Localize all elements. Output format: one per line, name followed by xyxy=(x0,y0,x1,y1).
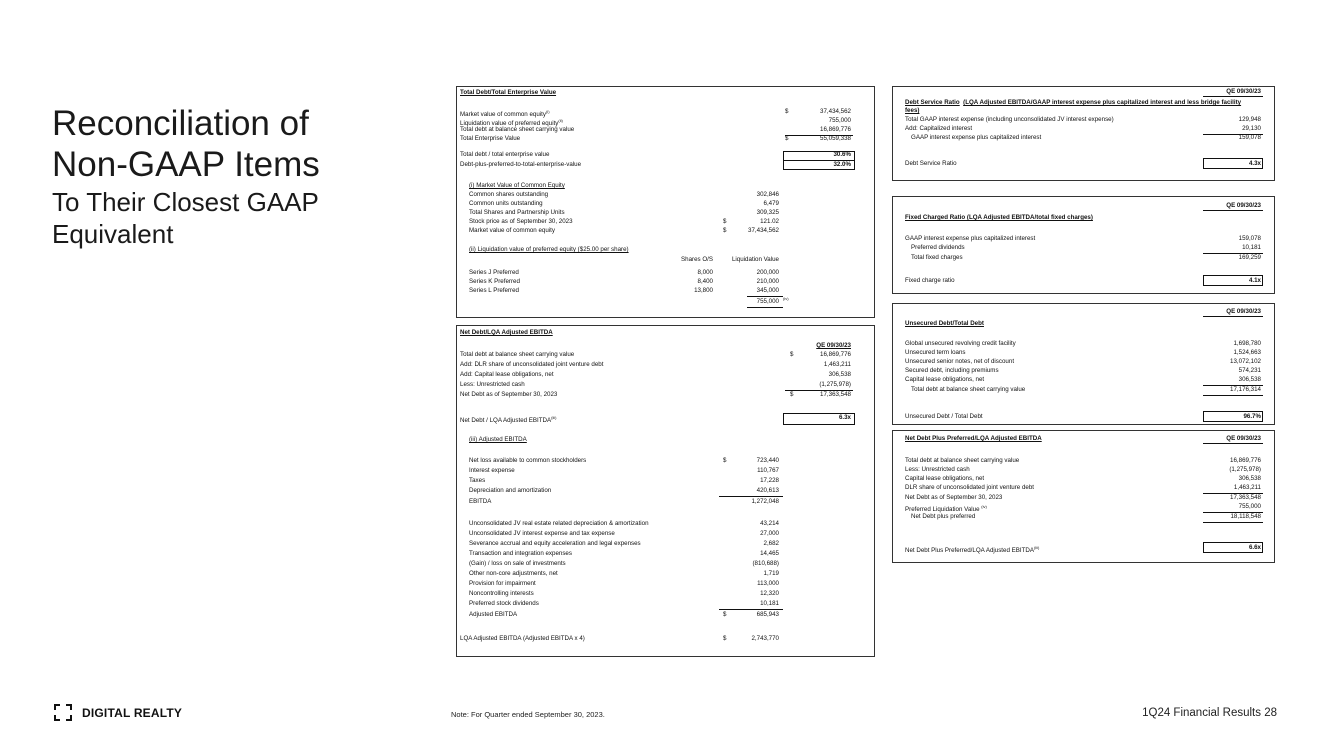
tev-row-label: Market value of common equity$^{(i)}$ xyxy=(460,109,550,119)
unsec-value: 574,231 xyxy=(1238,367,1261,374)
netdebt-label: Less: Unrestricted cash xyxy=(460,381,525,388)
fcr-label: GAAP interest expense plus capitalized interest xyxy=(905,235,1036,242)
divider xyxy=(1203,96,1263,97)
divider xyxy=(1203,316,1263,317)
unsec-ratio-value: 96.7% xyxy=(1243,413,1261,420)
unsec-label: Secured debt, including premiums xyxy=(905,367,999,374)
unsec-label: Total debt at balance sheet carrying value xyxy=(911,386,1026,393)
adj-value: 27,000 xyxy=(760,530,779,537)
unsec-value: 1,524,663 xyxy=(1233,349,1261,356)
pref-shares: 13,800 xyxy=(694,287,713,294)
dsr-value: 129,948 xyxy=(1238,116,1261,123)
unsec-label: Unsecured term loans xyxy=(905,349,966,356)
sub-i-value: 6,479 xyxy=(763,200,779,207)
slide-title xyxy=(52,103,422,249)
unsec-value: 306,538 xyxy=(1238,376,1261,383)
pref-label: Series J Preferred xyxy=(469,269,519,276)
title-line-2: Non-GAAP Items xyxy=(52,145,320,184)
sub-i-value: 302,846 xyxy=(756,191,779,198)
adj-label: Provision for impairment xyxy=(469,580,536,587)
unsec-label: Capital lease obligations, net xyxy=(905,376,985,383)
adj-value: 10,181 xyxy=(760,600,779,607)
unsec-label: Unsecured senior notes, net of discount xyxy=(905,358,1015,365)
sub-i-value: 309,325 xyxy=(756,209,779,216)
dsr-panel xyxy=(892,86,1275,181)
ndpp-value: 1,463,211 xyxy=(1233,484,1261,491)
sub-i-label: Stock price as of September 30, 2023 xyxy=(469,218,573,225)
tev-row-label: Total debt at balance sheet carrying value xyxy=(460,126,575,133)
brand-name: DIGITAL REALTY xyxy=(82,705,183,720)
dsr-col-header: QE 09/30/23 xyxy=(1226,88,1261,95)
subtitle-line-2: Equivalent xyxy=(52,219,174,249)
netdebt-label: Add: Capital lease obligations, net xyxy=(460,371,554,378)
fcr-col-header: QE 09/30/23 xyxy=(1226,202,1261,209)
ndpp-value: 17,363,548 xyxy=(1230,494,1261,501)
col-shares-header: Shares O/S xyxy=(681,256,713,263)
adj-sym: $ xyxy=(723,457,727,464)
ndpp-panel xyxy=(892,430,1275,563)
tev-row-value: 16,869,776 xyxy=(820,126,851,133)
adj-label: (Gain) / loss on sale of investments xyxy=(469,560,566,567)
adj-label: Severance accrual and equity acceleration and legal expenses xyxy=(469,540,641,547)
adj-label: Unconsolidated JV interest expense and tax expense xyxy=(469,530,615,537)
tev-row-label: Debt-plus-preferred-to-total-enterprise-value xyxy=(460,161,582,168)
ndpp-ratio-label: Net Debt Plus Preferred/LQA Adjusted EBITDA$^{(iii)}$ xyxy=(905,545,1040,555)
fcr-panel xyxy=(892,196,1275,294)
ndpp-ratio-value: 6.6x xyxy=(1248,544,1261,551)
subtitle-line-1: To Their Closest GAAP xyxy=(52,187,319,217)
ndpp-label: Total debt at balance sheet carrying value xyxy=(905,457,1020,464)
tev-ratio-value: 30.6% xyxy=(833,151,851,158)
ndpp-value: 18,118,548 xyxy=(1230,513,1261,520)
adj-label: Net loss available to common stockholders xyxy=(469,457,587,464)
ndpp-value: 306,538 xyxy=(1238,475,1261,482)
adj-value: 685,943 xyxy=(756,611,779,618)
unsec-col-header: QE 09/30/23 xyxy=(1226,308,1261,315)
netdebt-value: 306,538 xyxy=(828,371,851,378)
dsr-value: 29,130 xyxy=(1242,125,1261,132)
divider xyxy=(1203,443,1263,444)
adj-label: Adjusted EBITDA xyxy=(469,611,518,618)
netdebt-value: 16,869,776 xyxy=(820,351,851,358)
adj-label: Interest expense xyxy=(469,467,515,474)
pref-value: 345,000 xyxy=(756,287,779,294)
dsr-header: Debt Service Ratio (LQA Adjusted EBITDA/GAAP interest expense plus capitalized interest and less bridge facility xyxy=(905,99,1242,106)
tev-row-sym: $ xyxy=(785,108,789,115)
adj-value: 723,440 xyxy=(756,457,779,464)
tev-panel xyxy=(456,86,875,318)
netdebt-label: Total debt at balance sheet carrying value xyxy=(460,351,575,358)
adj-value: 1,272,048 xyxy=(751,498,779,505)
tev-row-value: 37,434,562 xyxy=(820,108,851,115)
tev-row-sym: $ xyxy=(785,135,789,142)
adj-value: 113,000 xyxy=(757,580,779,587)
adj-label: Taxes xyxy=(469,477,486,484)
ndpp-header: Net Debt Plus Preferred/LQA Adjusted EBITDA xyxy=(905,435,1042,442)
lqa-sym: $ xyxy=(723,635,727,642)
adj-label: Noncontrolling interests xyxy=(469,590,534,597)
lqa-value: 2,743,770 xyxy=(751,635,779,642)
fcr-ratio-label: Fixed charge ratio xyxy=(905,277,955,284)
dsr-value: 159,078 xyxy=(1238,134,1261,141)
adj-value: (810,688) xyxy=(752,560,779,567)
netdebt-label: Add: DLR share of unconsolidated joint venture debt xyxy=(460,361,604,368)
ndpp-label: Preferred Liquidation Value $^{(iv)}$ xyxy=(905,504,987,514)
adj-ebitda-header: (iii) Adjusted EBITDA xyxy=(469,436,527,443)
brand-logo xyxy=(54,704,182,721)
dsr-label: Total GAAP interest expense (including unconsolidated JV interest expense) xyxy=(905,116,1114,123)
unsec-ratio-label: Unsecured Debt / Total Debt xyxy=(905,413,983,420)
unsec-panel xyxy=(892,303,1275,425)
unsec-value: 1,698,780 xyxy=(1233,340,1261,347)
sub-i-sym: $ xyxy=(723,227,727,234)
fcr-value: 10,181 xyxy=(1242,244,1261,251)
fcr-ratio-value: 4.1x xyxy=(1248,277,1261,284)
sub-i-label: Common units outstanding xyxy=(469,200,543,207)
ndpp-col-header: QE 09/30/23 xyxy=(1226,435,1261,442)
pref-value: 200,000 xyxy=(756,269,779,276)
ndpp-label: Capital lease obligations, net xyxy=(905,475,985,482)
adj-value: 17,228 xyxy=(760,477,779,484)
lqa-label: LQA Adjusted EBITDA (Adjusted EBITDA x 4) xyxy=(460,635,585,642)
netdebt-label: Net Debt as of September 30, 2023 xyxy=(460,391,558,398)
unsec-header: Unsecured Debt/Total Debt xyxy=(905,320,984,327)
adj-value: 2,682 xyxy=(763,540,779,547)
adj-label: Other non-core adjustments, net xyxy=(469,570,558,577)
divider xyxy=(1203,522,1263,523)
netdebt-header: Net Debt/LQA Adjusted EBITDA xyxy=(460,329,553,336)
netdebt-panel xyxy=(456,325,875,657)
adj-sym: $ xyxy=(723,611,727,618)
netdebt-value: (1,275,978) xyxy=(819,381,851,388)
page-label: 1Q24 Financial Results 28 xyxy=(1142,707,1277,719)
sub-i-label: Market value of common equity xyxy=(469,227,555,234)
ndpp-value: 16,869,776 xyxy=(1230,457,1261,464)
adj-label: Preferred stock dividends xyxy=(469,600,539,607)
tev-ratio-value: 32.0% xyxy=(833,161,851,168)
fcr-label: Total fixed charges xyxy=(911,254,963,261)
adj-label: Depreciation and amortization xyxy=(469,487,552,494)
ndpp-label: Net Debt plus preferred xyxy=(911,513,976,520)
pref-value: 210,000 xyxy=(756,278,779,285)
netdebt-value: 17,363,548 xyxy=(820,391,851,398)
ndpp-value: 755,000 xyxy=(1238,503,1261,510)
fcr-value: 159,078 xyxy=(1238,235,1261,242)
divider xyxy=(1203,395,1263,396)
sub-i-value: 37,434,562 xyxy=(748,227,779,234)
adj-value: 14,465 xyxy=(760,550,779,557)
ndpp-value: (1,275,978) xyxy=(1229,466,1261,473)
adj-label: Unconsolidated JV real estate related depreciation & amortization xyxy=(469,520,649,527)
dsr-ratio-label: Debt Service Ratio xyxy=(905,160,957,167)
netdebt-ratio-label: Net Debt / LQA Adjusted EBITDA$^{(iii)}$ xyxy=(460,415,557,425)
ndpp-label: DLR share of unconsolidated joint venture debt xyxy=(905,484,1034,491)
tev-header: Total Debt/Total Enterprise Value xyxy=(460,89,557,96)
pref-total-sup: (iv) xyxy=(783,296,789,301)
sub-i-sym: $ xyxy=(723,218,727,225)
pref-shares: 8,000 xyxy=(697,269,713,276)
title-line-1: Reconciliation of xyxy=(52,104,309,143)
pref-shares: 8,400 xyxy=(697,278,713,285)
footnote: Note: For Quarter ended September 30, 2023. xyxy=(451,710,605,719)
tev-row-label: Liquidation value of preferred equity$^{(ii)}$ xyxy=(460,118,563,128)
divider xyxy=(747,307,783,308)
divider xyxy=(747,296,783,297)
adj-value: 1,719 xyxy=(763,570,779,577)
adj-value: 110,767 xyxy=(757,467,779,474)
ndpp-label: Less: Unrestricted cash xyxy=(905,466,970,473)
adj-value: 43,214 xyxy=(760,520,779,527)
tev-row-value: 755,000 xyxy=(828,117,851,124)
netdebt-value: 1,463,211 xyxy=(823,361,851,368)
netdebt-ratio-value: 6.3x xyxy=(838,414,851,421)
divider xyxy=(1203,210,1263,211)
fcr-value: 169,259 xyxy=(1238,254,1261,261)
dsr-label: Add: Capitalized interest xyxy=(905,125,973,132)
pref-label: Series K Preferred xyxy=(469,278,520,285)
dsr-header-cont: fees) xyxy=(905,107,920,114)
sub-ii-header: (ii) Liquidation value of preferred equity ($25.00 per share) xyxy=(469,246,629,253)
divider xyxy=(719,496,783,497)
tev-row-label: Total Enterprise Value xyxy=(460,135,521,142)
netdebt-col-header: QE 09/30/23 xyxy=(816,342,851,349)
dsr-label: GAAP interest expense plus capitalized interest xyxy=(911,134,1042,141)
fcr-header: Fixed Charged Ratio (LQA Adjusted EBITDA/total fixed charges) xyxy=(905,214,1093,221)
pref-label: Series L Preferred xyxy=(469,287,519,294)
netdebt-sym: $ xyxy=(790,351,794,358)
col-liq-header: Liquidation Value xyxy=(731,256,779,263)
tev-row-value: 55,059,338 xyxy=(820,135,851,142)
tev-row-label: Total debt / total enterprise value xyxy=(460,151,550,158)
adj-label: Transaction and integration expenses xyxy=(469,550,572,557)
fcr-label: Preferred dividends xyxy=(911,244,965,251)
brackets-icon xyxy=(54,704,72,721)
sub-i-value: 121.02 xyxy=(760,218,779,225)
ndpp-label: Net Debt as of September 30, 2023 xyxy=(905,494,1003,501)
netdebt-sym: $ xyxy=(790,391,794,398)
unsec-value: 13,072,102 xyxy=(1230,358,1261,365)
adj-value: 420,613 xyxy=(756,487,779,494)
dsr-ratio-value: 4.3x xyxy=(1248,160,1261,167)
pref-total: 755,000 xyxy=(756,298,779,305)
adj-label: EBITDA xyxy=(469,498,492,505)
sub-i-label: Total Shares and Partnership Units xyxy=(469,209,565,216)
sub-i-label: Common shares outstanding xyxy=(469,191,549,198)
divider xyxy=(719,609,783,610)
unsec-label: Global unsecured revolving credit facility xyxy=(905,340,1016,347)
sub-i-header: (i) Market Value of Common Equity xyxy=(469,182,565,189)
adj-value: 12,320 xyxy=(760,590,779,597)
unsec-value: 17,176,314 xyxy=(1230,386,1261,393)
